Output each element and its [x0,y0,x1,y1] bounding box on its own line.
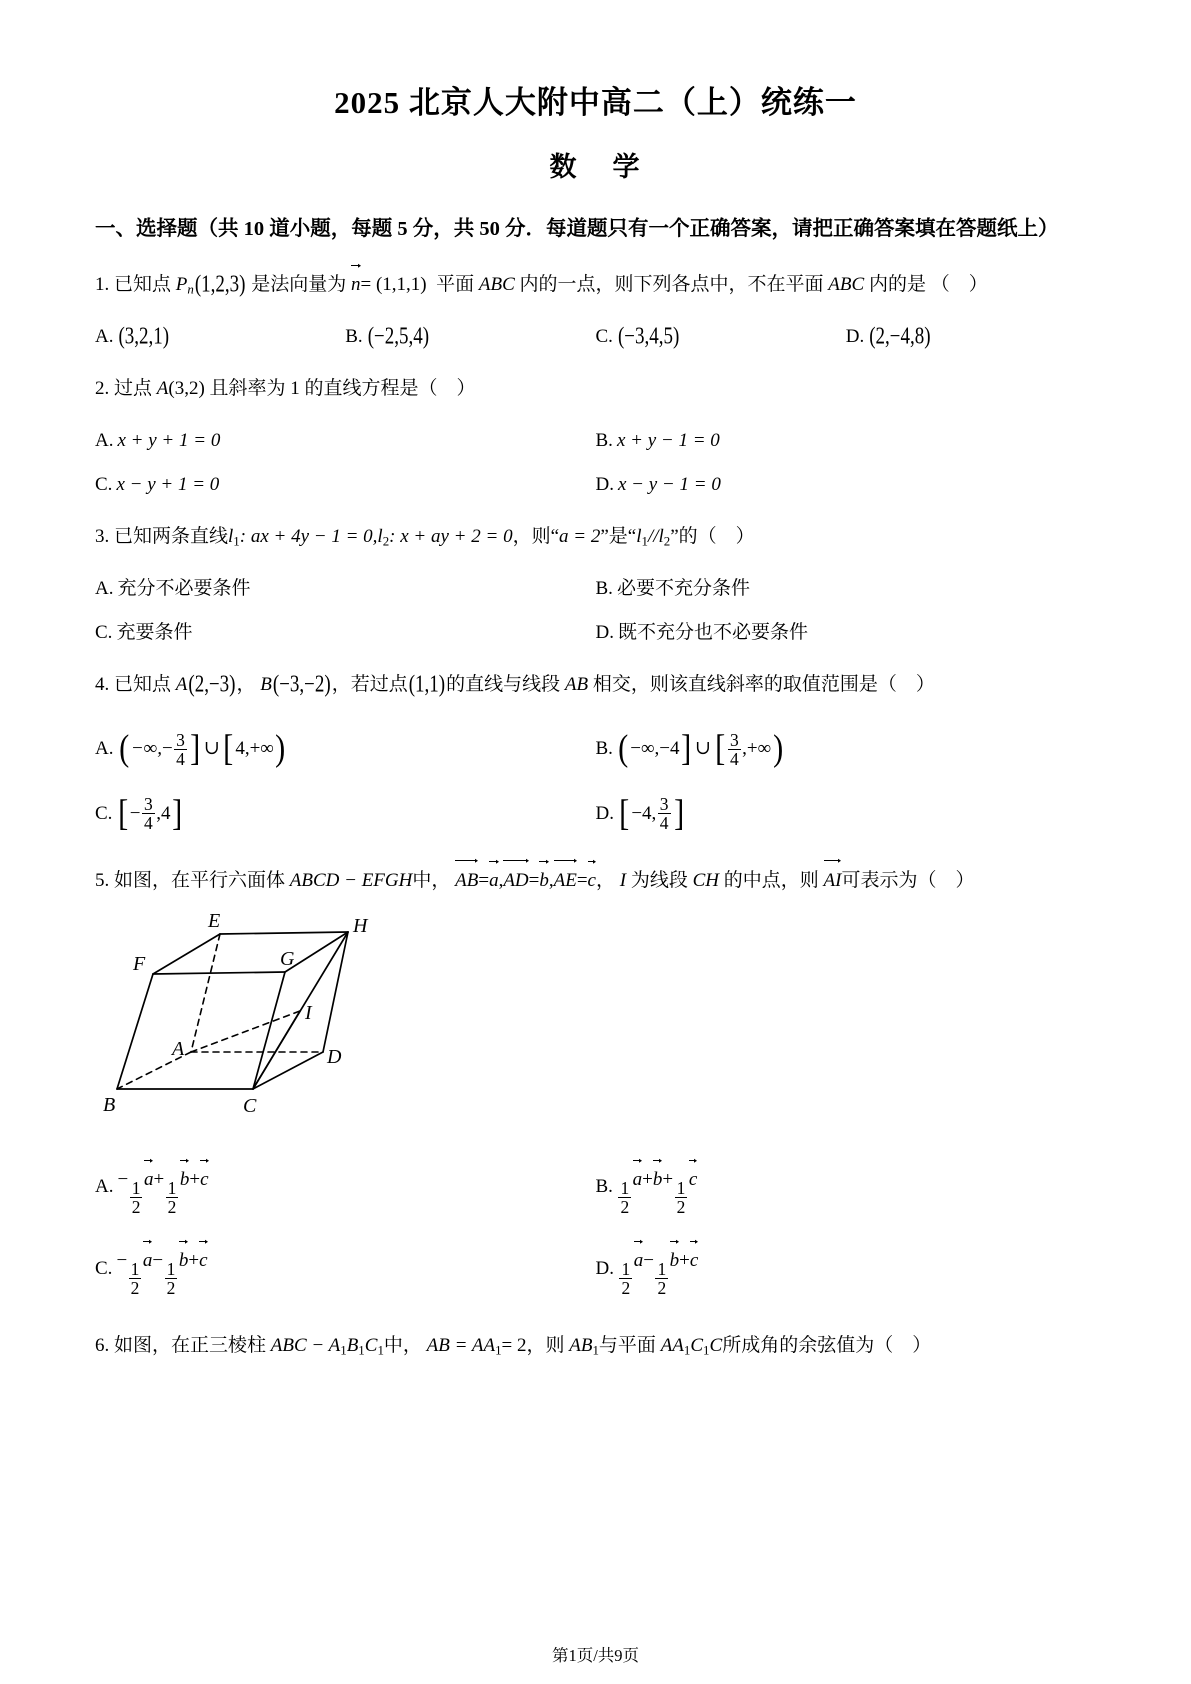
q5d-vector-b-label: b [669,1249,680,1271]
q3-parallel-symbol: // [647,525,659,547]
q2-point-symbol: A [156,377,169,399]
q6-text-3: ，则 [526,1335,565,1357]
q3-option-a[interactable] [95,570,596,608]
q6-number: 6. [95,1335,110,1357]
q5-option-d-label: D. [595,1257,614,1279]
q5-eq-1: = [478,869,490,891]
q3-text-2: ，则“ [512,525,560,547]
q5c-frac2-den: 2 [166,1278,176,1299]
q6-edge-subscript: 1 [495,1343,502,1359]
q5-option-a-label: A. [95,1176,114,1198]
q5b-vector-a [633,1159,643,1199]
q4-option-d[interactable] [595,792,1097,834]
q3-text-4: ”的（ ） [670,525,755,547]
q1-normal-symbol: n [351,273,361,295]
q4d-frac-den: 4 [659,813,669,834]
q5d-vector-a [634,1240,644,1280]
q1-number: 1. [95,273,110,295]
edge-HD [323,932,348,1052]
vertex-label-B: B [103,1093,116,1116]
q1-text-2: 是法向量为 [251,273,347,295]
question-4-stem [95,666,1096,704]
q5-vector-b [539,860,549,900]
q2-option-b-value: x + y − 1 = 0 [616,429,720,451]
q5a-vector-a [144,1159,154,1199]
q6-edge-value: = 2 [501,1335,527,1357]
q1-normal-vector [351,264,361,304]
q4-option-b-label: B. [595,738,613,760]
q5a-vector-a-label: a [143,1168,154,1190]
vertex-label-G: G [280,947,295,970]
q5d-frac2-num: 1 [657,1259,667,1280]
q5-eq-2: = [528,869,540,891]
q4-option-b[interactable] [596,730,1097,769]
q6-text-1: 如图，在正三棱柱 [114,1335,267,1357]
q3-text-1: 已知两条直线 [114,525,229,547]
q5-option-b-label: B. [595,1176,613,1198]
q1-point-coords: (1,2,3) [194,271,246,298]
q6-prism-sub-3: 1 [377,1343,384,1359]
question-4-options [95,704,1096,833]
q5c-sign: − [116,1249,128,1271]
q4-text-2: 的直线与线段 [446,673,561,695]
q5d-frac1-den: 2 [621,1278,631,1299]
q5b-vector-c-label: c [688,1168,698,1190]
q6-text-4: 与平面 [598,1335,656,1357]
page-footer: 第1页/共9页 [551,1646,640,1665]
q4-option-row-1 [95,712,1096,769]
q5-option-c-label: C. [95,1257,113,1279]
q5b-vector-a-label: a [632,1168,643,1190]
q5-text-6: 可表示为（ ） [841,869,975,891]
q2-option-row-1 [95,416,1096,460]
q5c-frac1-num: 1 [130,1259,140,1280]
q4c-fraction [142,795,155,832]
q3-option-d-label: D. [595,621,614,643]
q6-plane: AA [660,1335,684,1357]
q3-option-b-label: B. [595,577,613,599]
q1-plane-1: ABC [478,273,515,295]
q2-option-c[interactable] [95,466,596,504]
q5b-frac-1 [618,1179,631,1216]
q5-vector-ab-label: AB [455,869,479,891]
q4-point-b-coords: (−3,−2) [272,671,331,698]
question-2-stem [95,370,1096,408]
q6-prism-sub-2: 1 [358,1343,365,1359]
q5-option-b[interactable] [596,1159,1097,1216]
q5-text-3: ， [595,869,615,891]
question-5-stem: 5. 如图，在平行六面体 ABCD − EFGH中， AB=a,AD=b,AE=c， I 为线段 CH 的中点，则 AI可表示为（ ） [95,859,1096,900]
q1-text-4: 内的一点，则下列各点中，不在平面 [519,273,824,295]
edge-GF [153,972,285,974]
edge-EA [191,934,220,1052]
q4a-frac-num: 3 [176,729,185,750]
q3-option-row-2 [95,608,1096,652]
q5-option-a[interactable] [95,1159,596,1216]
q1-blank: （ ） [930,273,988,295]
q4b-frac-den: 4 [729,748,739,769]
q1-option-c-value: (−3,4,5) [617,323,680,350]
q4a-frac-den: 4 [176,748,185,769]
question-3-options [95,556,1096,652]
vertex-label-I: I [305,1001,312,1024]
q4c-frac-sign: − [129,802,141,824]
question-5 [95,833,1096,1298]
q5b-frac1-den: 2 [620,1196,630,1217]
q6-prism-c: C [364,1335,378,1357]
q5c-vector-a [143,1240,153,1280]
q4a-right-bound: 4,+∞ [235,738,274,760]
segment-AI [191,1011,300,1052]
q5c-op-1: − [152,1249,164,1271]
vertex-label-D: D [327,1045,342,1068]
q5b-vector-b [653,1159,663,1199]
q4-option-c[interactable] [95,792,596,834]
q6-text-5: 所成角的余弦值为（ ） [722,1335,932,1357]
q4b-fraction [728,731,741,768]
q4-option-c-label: C. [95,802,113,824]
q3-line2-subscript: 2 [382,533,390,549]
q5-text-5: 的中点，则 [723,869,819,891]
q6-edge-equation: AB = AA [426,1335,496,1357]
q4-comma-1: ， [236,673,256,695]
q1-option-c[interactable] [596,318,846,356]
question-2-options [95,408,1096,504]
q3-condition: a = 2 [559,525,601,547]
q3-option-d[interactable] [596,614,1097,652]
q5b-frac3-den: 2 [676,1196,686,1217]
q5-vector-c-label: c [587,869,596,891]
q5-eq-3: = [576,869,588,891]
q5a-vector-c [200,1159,208,1199]
q5d-frac1-num: 1 [621,1259,631,1280]
q6-line-ab1: AB [569,1335,593,1357]
q3-option-b-value: 必要不充分条件 [616,577,750,599]
q5d-vector-a-label: a [633,1249,644,1271]
q5a-vector-b [180,1159,190,1199]
q2-option-row-2 [95,460,1096,504]
q5c-op-2: + [188,1249,200,1271]
q5-text-4: 为线段 [630,869,688,891]
q4-option-a-value: ( −∞, − $\frac{3}{4}$ ] ∪ [ 4,+∞ ) [119,728,286,770]
q5d-frac-1 [619,1260,632,1297]
q2-option-c-label: C. [95,473,113,495]
q5d-op-1: − [643,1249,654,1271]
question-6-stem [95,1327,1096,1365]
q5-vector-ai-label: AI [823,869,842,891]
q3-line1-symbol: l [228,525,234,547]
q2-option-d-label: D. [595,473,614,495]
q5a-frac-1 [130,1179,143,1216]
q4-number: 4. [95,673,110,695]
subject-char-left: 数 [549,151,579,182]
q2-option-d-value: x − y − 1 = 0 [617,473,721,495]
q5a-op-1: + [153,1168,165,1190]
q2-point-coords: (3,2) [168,377,205,399]
q5a-frac1-num: 1 [131,1177,141,1198]
q1-option-b-label: B. [345,325,363,347]
q4-point-b: B [260,673,272,695]
q5c-frac-2 [165,1260,178,1297]
edge-EH [220,932,348,934]
q4b-left-bound: −∞,−4 [630,738,680,760]
q2-option-b-label: B. [595,429,613,451]
q5-vector-ad-label: AD [503,869,529,891]
q4-text-1: 已知点 [114,673,172,695]
q5c-frac2-num: 1 [166,1259,176,1280]
q1-option-b-value: (−2,5,4) [367,323,430,350]
q3-parallel-l1: l [636,525,642,547]
q5-vector-ae [554,859,577,900]
section-heading: 一、选择题（共 10 道小题，每题 5 分，共 50 分．每道题只有一个正确答案，请把正确答案填在答题纸上） [95,217,1059,240]
q1-option-a-value: (3,2,1) [118,323,170,350]
q4-point-a: A [175,673,188,695]
q5b-op-1: + [642,1168,653,1190]
q5-option-c[interactable] [95,1240,596,1297]
q5-text-1: 如图，在平行六面体 [114,869,286,891]
q3-line2-symbol: l [377,525,383,547]
q4-option-c-value: [ − $\frac{3}{4}$ ,4 ] [118,792,183,834]
q5d-vector-b [670,1240,680,1280]
q5-option-c-value [116,1240,207,1297]
vertex-label-A: A [172,1037,185,1060]
q5c-vector-b-label: b [178,1249,189,1271]
q4c-tail: ,4 [156,802,171,824]
q4-option-row-2 [95,769,1096,833]
q2-option-a-value: x + y + 1 = 0 [117,429,221,451]
q4d-head: −4, [631,802,657,824]
q1-text-5: 内的是 [868,273,926,295]
q4a-union: ∪ [203,737,220,759]
q5-vector-ai [824,859,842,900]
q4b-right-bound: ,+∞ [742,738,772,760]
q4-option-a[interactable] [95,730,596,769]
q6-line-ab1-subscript: 1 [592,1343,599,1359]
q3-line1-equation: : ax + 4y − 1 = 0, [239,525,378,547]
q4-point-a-coords: (2,−3) [188,671,236,698]
question-5-figure-wrap [95,900,1096,1137]
question-3-stem [95,518,1096,556]
q1-text-1: 已知点 [114,273,172,295]
q5b-frac-3 [675,1179,688,1216]
q1-option-a[interactable] [95,318,345,356]
q4b-union: ∪ [694,737,712,759]
q5a-frac-2 [166,1179,179,1216]
q5a-frac2-den: 2 [167,1196,177,1217]
q6-text-2: 中， [383,1335,422,1357]
q5-vector-ad [503,859,528,900]
q2-option-d[interactable] [596,466,1097,504]
q5-option-d[interactable] [596,1240,1097,1297]
parallelepiped-diagram [95,912,405,1137]
q5c-vector-c-label: c [199,1249,208,1271]
q3-option-row-1 [95,564,1096,608]
vertex-label-H: H [353,914,368,937]
q5-option-row-1 [95,1153,1096,1216]
q3-number: 3. [95,525,110,547]
q6-plane-c: C [690,1335,704,1357]
q3-option-c-value: 充要条件 [116,621,193,643]
question-3 [95,504,1096,652]
q4-segment-ab: AB [564,673,589,695]
q6-plane-sub-1: 1 [683,1343,691,1359]
q4a-frac-sign: − [161,738,173,760]
q3-parallel-l2: l [658,525,664,547]
q4-text-3: 相交，则该直线斜率的取值范围是（ ） [592,673,935,695]
q3-line2-equation: : x + ay + 2 = 0 [389,525,513,547]
q1-normal-value: = (1,1,1) [360,273,427,295]
q2-option-a[interactable] [95,422,596,460]
q5-vector-ab [455,859,478,900]
vertex-label-C: C [243,1094,257,1117]
q5-vector-a-label: a [489,869,499,891]
q3-text-3: ”是“ [600,525,637,547]
q2-text-2: 且斜率为 1 的直线方程是（ ） [209,377,476,399]
subject-title [95,124,1096,184]
question-1-stem [95,264,1096,304]
q3-parallel-l1-subscript: 1 [641,533,648,549]
question-6 [95,1297,1096,1365]
q1-text-3: 平面 [436,273,475,295]
vertex-label-E: E [208,911,221,932]
page-title: 2025 北京人大附中高二（上）统练一 [334,85,857,120]
q1-option-row [95,312,1096,356]
question-5-options [95,1137,1096,1298]
q3-option-a-value: 充分不必要条件 [117,577,251,599]
q3-option-a-label: A. [95,577,114,599]
q5-vector-ae-label: AE [553,869,577,891]
q1-plane-2: ABC [828,273,865,295]
question-2 [95,356,1096,504]
q5-vector-b-label: b [539,869,549,891]
q5c-vector-c [199,1240,207,1280]
q4-comma-2: ，若过点 [331,673,408,695]
q3-option-c[interactable] [95,614,596,652]
q4-option-d-label: D. [595,802,614,824]
q1-option-b[interactable] [345,318,595,356]
q5-option-row-2 [95,1216,1096,1297]
q4b-frac-num: 3 [729,729,739,750]
q5c-vector-b [179,1240,189,1280]
q6-plane-c2: C [709,1335,723,1357]
q1-option-d-label: D. [845,325,865,347]
q1-option-d-value: (2,−4,8) [869,323,931,350]
q5d-frac2-den: 2 [657,1278,667,1299]
q4a-fraction [174,731,187,768]
q5a-vector-c-label: c [200,1168,209,1190]
q6-prism-b: B [346,1335,359,1357]
q5a-frac1-den: 2 [131,1196,141,1217]
q5d-frac-2 [655,1260,668,1297]
q5-segment-ch: CH [692,869,719,891]
vertex-label-F: F [133,952,146,975]
q5-point-i: I [619,869,627,891]
q5d-op-2: + [679,1249,690,1271]
q4-option-d-value: [ −4, $\frac{3}{4}$ ] [619,792,684,834]
q5-vector-c [588,860,596,900]
q4-option-a-label: A. [95,738,114,760]
q5a-vector-b-label: b [179,1168,190,1190]
q5b-op-2: + [662,1168,674,1190]
q5a-sign: − [117,1168,129,1190]
question-1-options [95,304,1096,356]
q5-solid-name: ABCD − EFGH [289,869,413,891]
q5b-frac3-num: 1 [676,1177,686,1198]
edge-FE [153,934,220,974]
q2-option-a-label: A. [95,429,114,451]
q5-option-b-value [617,1159,697,1216]
q5d-vector-c-label: c [689,1249,699,1271]
q5-text-2: 中， [412,869,451,891]
q5b-vector-c [689,1159,697,1199]
q2-option-c-value: x − y + 1 = 0 [116,473,220,495]
q2-option-b[interactable] [596,422,1097,460]
q5b-vector-b-label: b [652,1168,663,1190]
q6-prism-sub-1: 1 [340,1343,347,1359]
q1-option-d[interactable] [846,318,1096,356]
q1-option-a-label: A. [95,325,114,347]
q4a-left-bound: −∞, [130,738,162,760]
question-1 [95,250,1096,356]
q5c-frac1-den: 2 [130,1278,140,1299]
q1-option-c-label: C. [595,325,613,347]
q3-option-d-value: 既不充分也不必要条件 [617,621,808,643]
q5d-vector-c [690,1240,698,1280]
q5-option-d-value [618,1240,698,1297]
q4-option-b-value: ( −∞,−4 ] ∪ [ $\frac{3}{4}$ ,+∞ ) [618,728,783,770]
q3-line1-subscript: 1 [233,533,240,549]
q3-option-c-label: C. [95,621,113,643]
q4d-fraction [658,795,671,832]
q5a-op-2: + [189,1168,201,1190]
q5-option-a-value [117,1159,208,1216]
q4-point-p-coords: (1,1) [408,671,446,698]
q5-number: 5. [95,869,110,891]
edge-GC [253,972,285,1089]
q5b-frac1-num: 1 [620,1177,630,1198]
q5c-frac-1 [129,1260,142,1297]
q3-option-b[interactable] [596,570,1097,608]
subject-char-right: 学 [612,151,642,182]
edge-FB [117,974,153,1089]
q3-parallel-l2-subscript: 2 [663,533,671,549]
q2-text-1: 过点 [114,377,153,399]
q4d-frac-num: 3 [659,793,669,814]
q5-vector-a [489,860,499,900]
q2-number: 2. [95,377,110,399]
q6-plane-sub-2: 1 [703,1343,710,1359]
q1-point-symbol: P [175,273,188,295]
q6-prism-name: ABC − A [270,1335,341,1357]
q5a-frac2-num: 1 [167,1177,177,1198]
q1-point-subscript: n [187,281,194,297]
q4c-frac-den: 4 [144,813,153,834]
question-4 [95,652,1096,833]
q5c-vector-a-label: a [142,1249,153,1271]
q4c-frac-num: 3 [144,793,153,814]
